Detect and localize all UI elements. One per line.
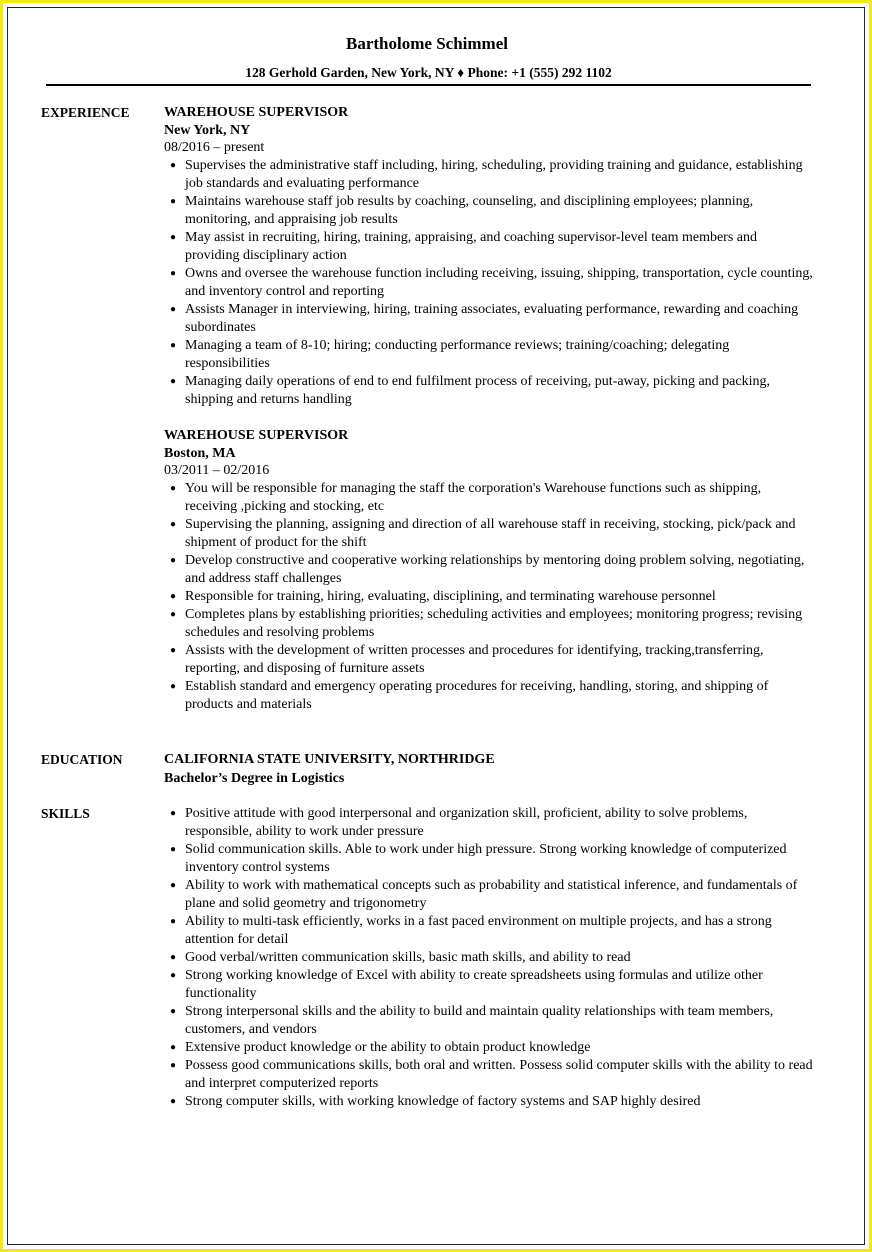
job-dates: 03/2011 – 02/2016 xyxy=(164,463,270,478)
list-item-text: Ability to work with mathematical concepts such as probability and statistical inference, and fundamentals of plane and solid geometry and trigonometry xyxy=(185,878,798,911)
list-item-text: Develop constructive and cooperative working relationships by mentoring doing problem solving, negotiating, and address staff challenges xyxy=(185,553,805,586)
bullet-icon: ● xyxy=(170,844,177,855)
bullet-icon: ● xyxy=(170,970,177,981)
list-item xyxy=(164,967,813,1003)
bullet-icon: ● xyxy=(170,916,177,927)
list-item xyxy=(164,913,813,949)
list-item-text: Good verbal/written communication skills, basic math skills, and ability to read xyxy=(185,950,631,965)
education-label: EDUCATION xyxy=(41,752,123,767)
list-item xyxy=(164,193,813,229)
bullet-icon: ● xyxy=(170,340,177,351)
job-entry xyxy=(164,104,813,409)
bullet-icon: ● xyxy=(170,519,177,530)
job-entry xyxy=(164,427,813,714)
list-item xyxy=(164,265,813,301)
bullet-icon: ● xyxy=(170,268,177,279)
list-item xyxy=(164,337,813,373)
list-item-text: Positive attitude with good interpersonal and organization skill, proficient, ability to solve problems, responsible, ability to work under pressure xyxy=(185,806,748,839)
bullet-icon: ● xyxy=(170,376,177,387)
experience-label: EXPERIENCE xyxy=(41,105,130,120)
job-location: Boston, MA xyxy=(164,446,236,461)
list-item-text: Ability to multi-task efficiently, works in a fast paced environment on multiple projects, and has a strong attention for detail xyxy=(185,914,772,947)
list-item xyxy=(164,606,813,642)
bullet-icon: ● xyxy=(170,304,177,315)
skills-section xyxy=(41,805,813,1111)
bullet-icon: ● xyxy=(170,1060,177,1071)
bullet-icon: ● xyxy=(170,196,177,207)
list-item xyxy=(164,1057,813,1093)
list-item-text: Responsible for training, hiring, evaluating, disciplining, and terminating warehouse personnel xyxy=(185,589,716,604)
list-item xyxy=(164,516,813,552)
bullet-icon: ● xyxy=(170,609,177,620)
job-duties-list xyxy=(164,157,813,409)
degree: Bachelor’s Degree in Logistics xyxy=(164,771,345,786)
skills-list xyxy=(164,805,813,1111)
bullet-icon: ● xyxy=(170,645,177,656)
school-name: CALIFORNIA STATE UNIVERSITY, NORTHRIDGE xyxy=(164,752,495,767)
list-item xyxy=(164,1039,813,1057)
list-item xyxy=(164,1003,813,1039)
list-item xyxy=(164,1093,813,1111)
list-item-text: Supervises the administrative staff including, hiring, scheduling, providing training and guidance, establishing job standards and evaluating performance xyxy=(185,158,803,191)
list-item-text: Solid communication skills. Able to work under high pressure. Strong working knowledge of computerized inventory control systems xyxy=(185,842,787,875)
list-item xyxy=(164,841,813,877)
list-item xyxy=(164,229,813,265)
bullet-icon: ● xyxy=(170,880,177,891)
job-location: New York, NY xyxy=(164,123,251,138)
list-item-text: Strong working knowledge of Excel with ability to create spreadsheets using formulas and utilize other functionality xyxy=(185,968,763,1001)
list-item xyxy=(164,373,813,409)
list-item-text: Owns and oversee the warehouse function including receiving, issuing, shipping, transportation, cycle counting, and inventory control and reporting xyxy=(185,266,813,299)
list-item xyxy=(164,678,813,714)
bullet-icon: ● xyxy=(170,591,177,602)
job-title: WAREHOUSE SUPERVISOR xyxy=(164,428,349,443)
skills-label: SKILLS xyxy=(41,806,90,821)
list-item xyxy=(164,480,813,516)
bullet-icon: ● xyxy=(170,483,177,494)
bullet-icon: ● xyxy=(170,1006,177,1017)
bullet-icon: ● xyxy=(170,232,177,243)
list-item-text: Extensive product knowledge or the ability to obtain product knowledge xyxy=(185,1040,591,1055)
list-item xyxy=(164,588,813,606)
job-duties-list xyxy=(164,480,813,714)
list-item-text: Assists Manager in interviewing, hiring, training associates, evaluating performance, rewarding and coaching subordinates xyxy=(185,302,799,335)
list-item-text: Managing daily operations of end to end fulfilment process of receiving, put-away, picking and packing, shipping and returns handling xyxy=(185,374,770,407)
list-item-text: Completes plans by establishing priorities; scheduling activities and employees; monitoring progress; revising schedules and resolving problems xyxy=(185,607,803,640)
bullet-icon: ● xyxy=(170,1042,177,1053)
bullet-icon: ● xyxy=(170,681,177,692)
job-title: WAREHOUSE SUPERVISOR xyxy=(164,105,349,120)
list-item xyxy=(164,552,813,588)
education-section xyxy=(41,751,813,789)
bullet-icon: ● xyxy=(170,555,177,566)
experience-section xyxy=(41,104,813,732)
list-item-text: May assist in recruiting, hiring, training, appraising, and coaching supervisor-level team members and providing disciplinary action xyxy=(185,230,758,263)
list-item xyxy=(164,157,813,193)
bullet-icon: ● xyxy=(170,808,177,819)
list-item xyxy=(164,301,813,337)
list-item-text: Establish standard and emergency operating procedures for receiving, handling, storing, and shipping of products and materials xyxy=(185,679,769,712)
list-item-text: Strong computer skills, with working knowledge of factory systems and SAP highly desired xyxy=(185,1094,701,1109)
list-item-text: Strong interpersonal skills and the ability to build and maintain quality relationships with team members, customers, and vendors xyxy=(185,1004,774,1037)
experience-body xyxy=(164,104,813,732)
list-item-text: You will be responsible for managing the staff the corporation's Warehouse functions such as shipping, receiving ,picking and stocking, etc xyxy=(185,481,762,514)
list-item-text: Possess good communications skills, both oral and written. Possess solid computer skills with the ability to read and interpret computerized reports xyxy=(185,1058,813,1091)
contact-line: 128 Gerhold Garden, New York, NY ♦ Phone: +1 (555) 292 1102 xyxy=(46,64,811,86)
resume-page xyxy=(41,34,813,1111)
education-body xyxy=(164,751,813,789)
list-item-text: Assists with the development of written processes and procedures for identifying, tracking,transferring, reporting, and disposing of furniture assets xyxy=(185,643,764,676)
list-item-text: Supervising the planning, assigning and direction of all warehouse staff in receiving, stocking, pick/pack and shipment of product for the shift xyxy=(185,517,796,550)
list-item-text: Managing a team of 8-10; hiring; conducting performance reviews; training/coaching; delegating responsibilities xyxy=(185,338,730,371)
job-dates: 08/2016 – present xyxy=(164,140,265,155)
skills-body xyxy=(164,805,813,1111)
candidate-name: Bartholome Schimmel xyxy=(346,34,508,53)
bullet-icon: ● xyxy=(170,160,177,171)
bullet-icon: ● xyxy=(170,1096,177,1107)
bullet-icon: ● xyxy=(170,952,177,963)
list-item xyxy=(164,642,813,678)
list-item xyxy=(164,805,813,841)
list-item-text: Maintains warehouse staff job results by coaching, counseling, and disciplining employees; planning, monitoring, and appraising job results xyxy=(185,194,754,227)
list-item xyxy=(164,877,813,913)
list-item xyxy=(164,949,813,967)
